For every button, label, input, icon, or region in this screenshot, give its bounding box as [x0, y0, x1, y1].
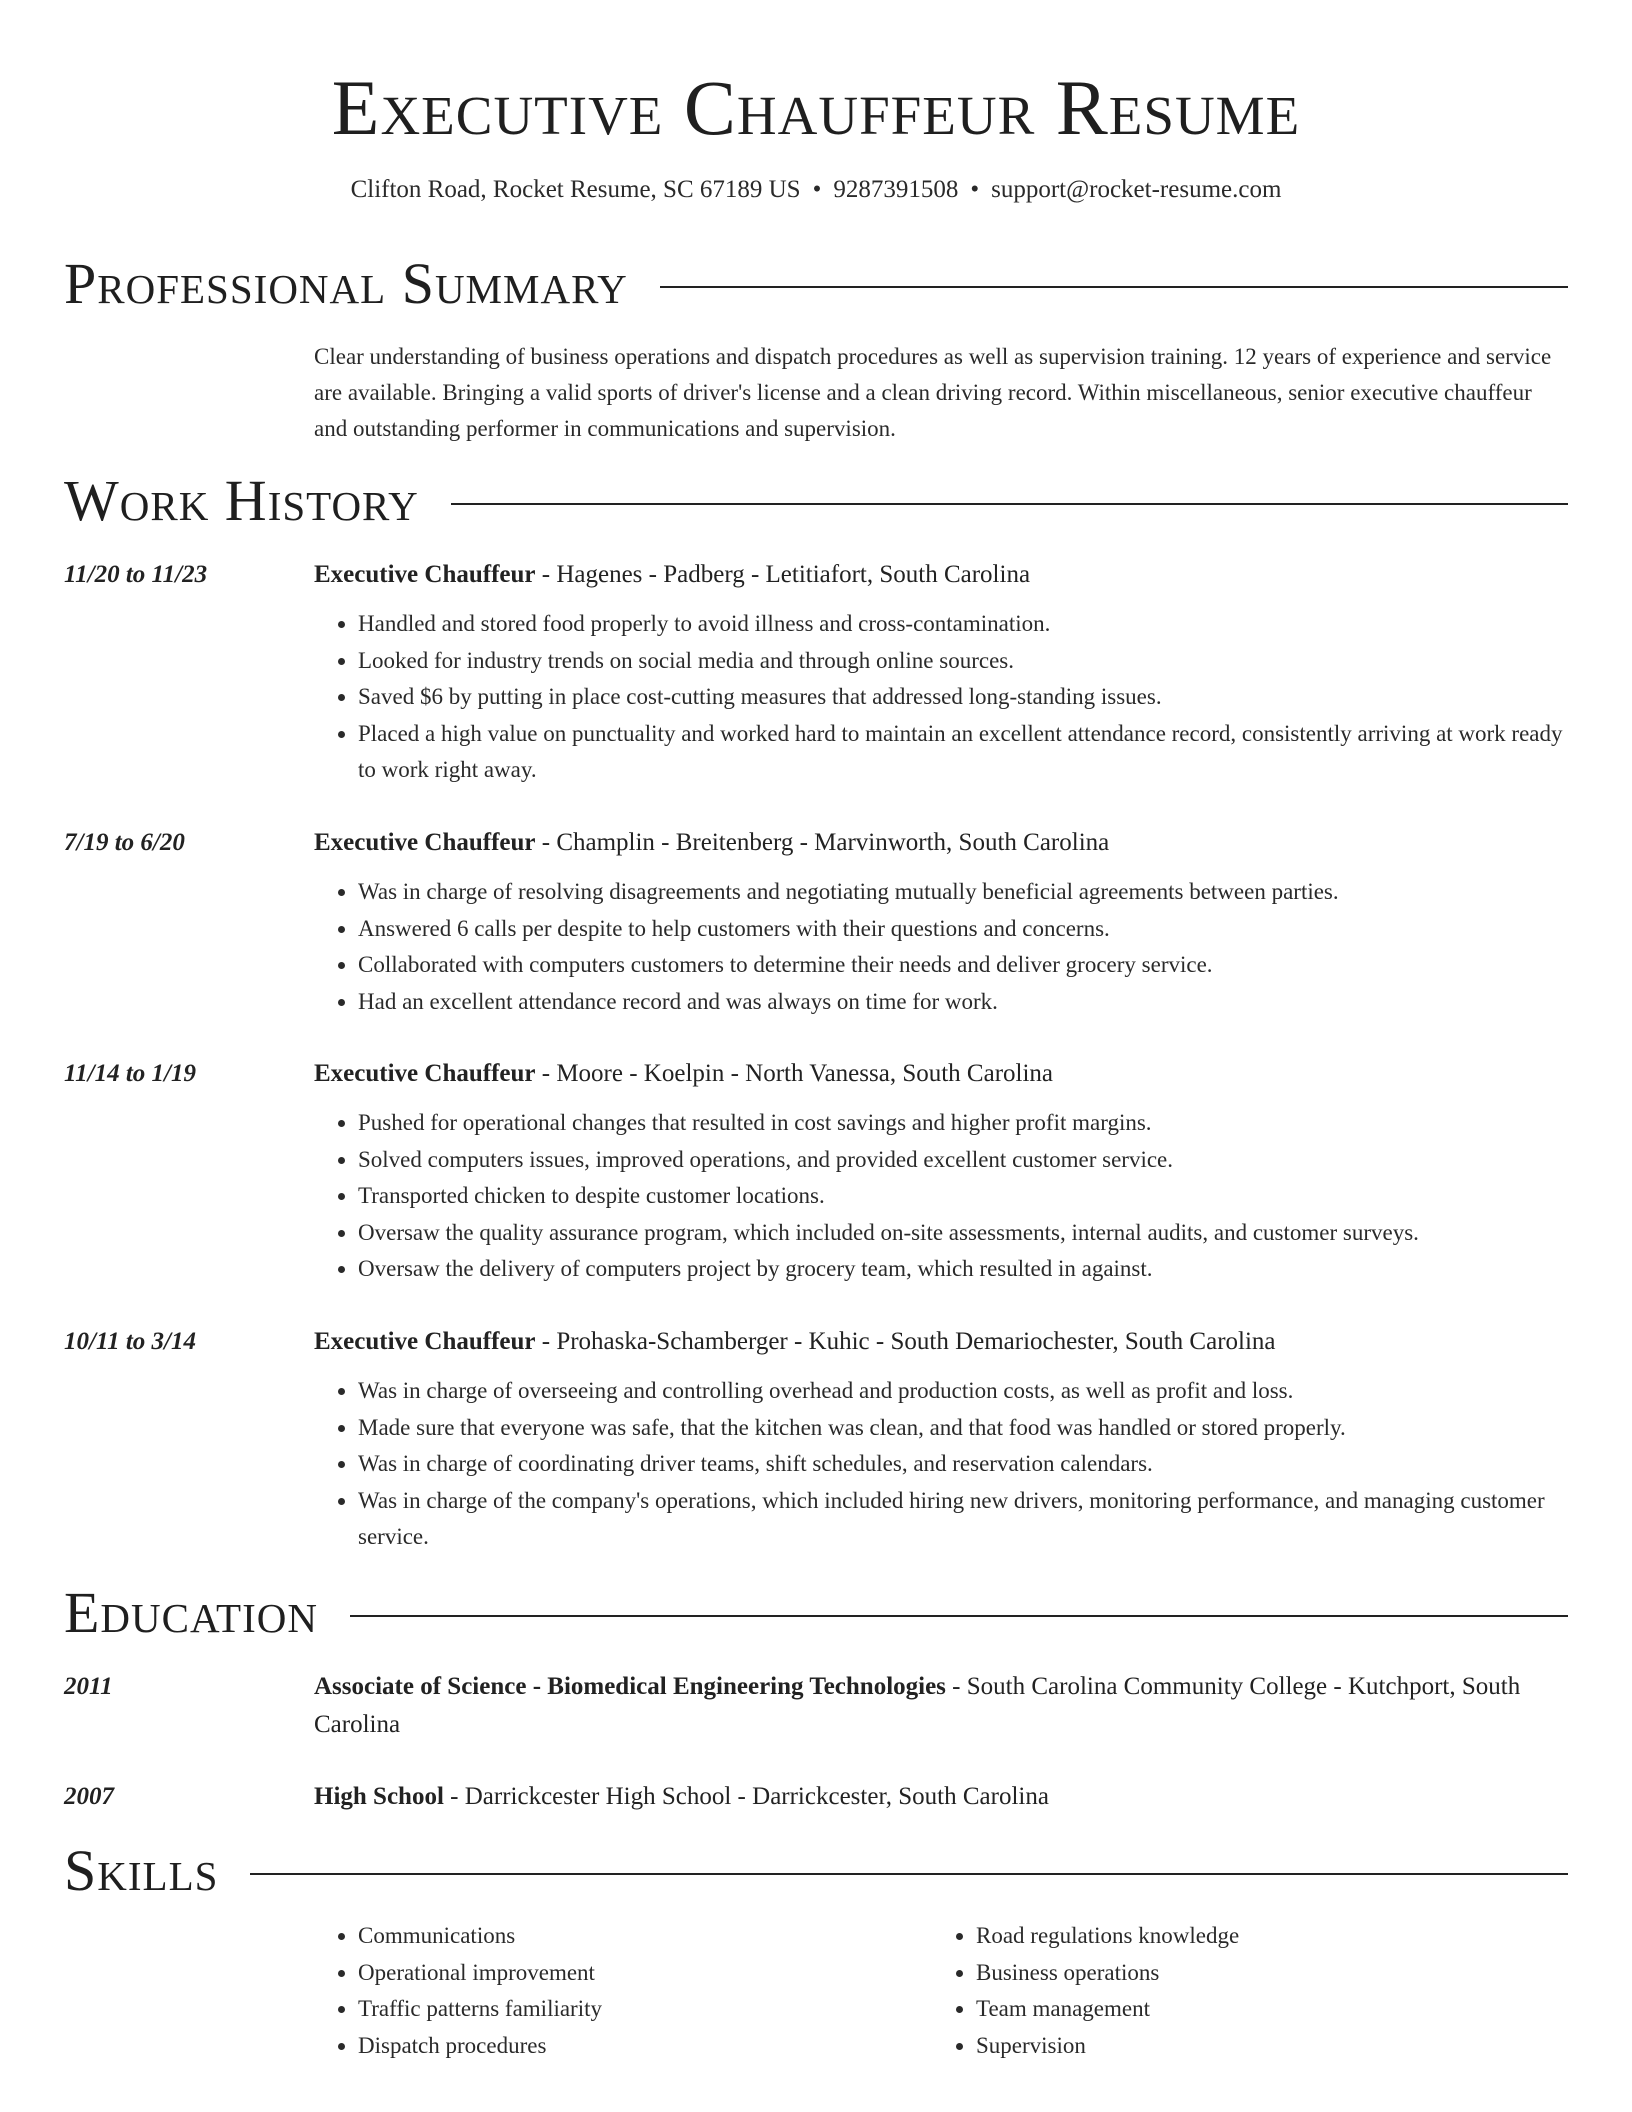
job-header — [314, 824, 1568, 862]
section-divider — [250, 1873, 1568, 1875]
education-year: 2011 — [64, 1673, 113, 1700]
section-heading-summary — [64, 249, 1568, 319]
job-company: - Moore - Koelpin - North Vanessa, South Carolina — [535, 1060, 1054, 1087]
job-bullet: • Made sure that everyone was safe, that the kitchen was clean, and that food was handled or stored properly. — [358, 1410, 1568, 1447]
contact-separator: • — [970, 176, 980, 203]
contact-phone: 9287391508 — [833, 176, 959, 203]
job-bullet: • Pushed for operational changes that resulted in cost savings and higher profit margins. — [358, 1105, 1568, 1142]
skill-item: • Traffic patterns familiarity — [358, 1991, 932, 2028]
section-heading-education — [64, 1578, 1568, 1648]
job-title: Executive Chauffeur — [314, 561, 536, 588]
job-bullet: • Answered 6 calls per despite to help customers with their questions and concerns. — [358, 911, 1568, 948]
skill-item: • Road regulations knowledge — [976, 1918, 1550, 1955]
job-company: - Champlin - Breitenberg - Marvinworth, South Carolina — [535, 829, 1110, 856]
job-header — [314, 556, 1568, 594]
education-header — [314, 1668, 1568, 1744]
section-title-work-history: Work History — [64, 468, 419, 533]
job-bullets — [314, 1105, 1568, 1288]
job-entry — [64, 556, 1568, 789]
job-bullet: • Transported chicken to despite customer locations. — [358, 1178, 1568, 1215]
skill-item: • Team management — [976, 1991, 1550, 2028]
job-bullet: • Had an excellent attendance record and was always on time for work. — [358, 984, 1568, 1021]
skill-item: • Supervision — [976, 2028, 1550, 2065]
job-bullet: • Placed a high value on punctuality and worked hard to maintain an excellent attendance record, consistently arriving at work ready to work right away. — [358, 716, 1568, 789]
job-dates: 11/20 to 11/23 — [64, 561, 208, 588]
contact-separator: • — [812, 176, 822, 203]
section-heading-work-history — [64, 466, 1568, 536]
contact-email: support@rocket-resume.com — [991, 176, 1282, 203]
section-divider — [451, 503, 1568, 505]
job-bullet: • Solved computers issues, improved operations, and provided excellent customer service. — [358, 1142, 1568, 1179]
job-dates: 11/14 to 1/19 — [64, 1060, 196, 1087]
education-header — [314, 1778, 1568, 1816]
section-divider — [660, 286, 1568, 288]
section-title-education: Education — [64, 1580, 318, 1645]
education-degree: High School — [314, 1783, 444, 1810]
job-bullet: • Oversaw the quality assurance program, which included on-site assessments, internal audits, and customer surveys. — [358, 1215, 1568, 1252]
job-entry — [64, 1323, 1568, 1556]
job-bullet: • Saved $6 by putting in place cost-cutting measures that addressed long-standing issues. — [358, 679, 1568, 716]
job-bullet: • Was in charge of coordinating driver teams, shift schedules, and reservation calendars. — [358, 1446, 1568, 1483]
job-dates: 10/11 to 3/14 — [64, 1328, 196, 1355]
job-bullet: • Handled and stored food properly to avoid illness and cross-contamination. — [358, 606, 1568, 643]
job-company: - Hagenes - Padberg - Letitiafort, South Carolina — [535, 561, 1031, 588]
job-bullets — [314, 606, 1568, 789]
section-title-skills: Skills — [64, 1838, 219, 1903]
section-title-summary: Professional Summary — [64, 251, 628, 316]
skills-list — [314, 1918, 1568, 2064]
education-entry — [64, 1778, 1568, 1816]
education-school: - Darrickcester High School - Darrickcester, South Carolina — [443, 1783, 1049, 1810]
section-heading-skills — [64, 1836, 1568, 1906]
job-title: Executive Chauffeur — [314, 1060, 536, 1087]
education-school: - South Carolina Community College - Kutchport, South Carolina — [314, 1673, 1521, 1738]
job-company: - Prohaska-Schamberger - Kuhic - South Demariochester, South Carolina — [535, 1328, 1276, 1355]
skill-item: • Dispatch procedures — [358, 2028, 932, 2065]
skills-column-right — [932, 1918, 1550, 2064]
job-dates: 7/19 to 6/20 — [64, 829, 185, 856]
contact-line — [0, 172, 1632, 208]
job-bullet: • Was in charge of the company's operations, which included hiring new drivers, monitoring performance, and managing customer service. — [358, 1483, 1568, 1556]
section-divider — [350, 1615, 1568, 1617]
job-title: Executive Chauffeur — [314, 1328, 536, 1355]
job-bullets — [314, 1373, 1568, 1556]
job-bullet: • Was in charge of resolving disagreements and negotiating mutually beneficial agreements between parties. — [358, 874, 1568, 911]
summary-text: Clear understanding of business operations and dispatch procedures as well as supervision training. 12 years of experience and service are available. Bringing a valid sports of driver's license and a clean driving record. Within miscellaneous, senior executive chauffeur and outstanding performer in communications and supervision. — [314, 344, 1552, 441]
job-header — [314, 1055, 1568, 1093]
education-year: 2007 — [64, 1783, 114, 1810]
job-title: Executive Chauffeur — [314, 829, 536, 856]
skills-column-left — [314, 1918, 932, 2064]
job-bullets — [314, 874, 1568, 1020]
job-bullet: • Oversaw the delivery of computers project by grocery team, which resulted in against. — [358, 1251, 1568, 1288]
skill-item: • Business operations — [976, 1955, 1550, 1992]
education-entry — [64, 1668, 1568, 1744]
job-entry — [64, 1055, 1568, 1288]
job-header — [314, 1323, 1568, 1361]
job-bullet: • Looked for industry trends on social media and through online sources. — [358, 643, 1568, 680]
education-degree: Associate of Science - Biomedical Engineering Technologies — [314, 1673, 946, 1700]
job-bullet: • Collaborated with computers customers to determine their needs and deliver grocery service. — [358, 947, 1568, 984]
job-bullet: • Was in charge of overseeing and controlling overhead and production costs, as well as profit and loss. — [358, 1373, 1568, 1410]
skill-item: • Operational improvement — [358, 1955, 932, 1992]
skill-item: • Communications — [358, 1918, 932, 1955]
job-entry — [64, 824, 1568, 1020]
resume-title: Executive Chauffeur Resume — [331, 64, 1301, 151]
contact-address: Clifton Road, Rocket Resume, SC 67189 US — [350, 176, 801, 203]
